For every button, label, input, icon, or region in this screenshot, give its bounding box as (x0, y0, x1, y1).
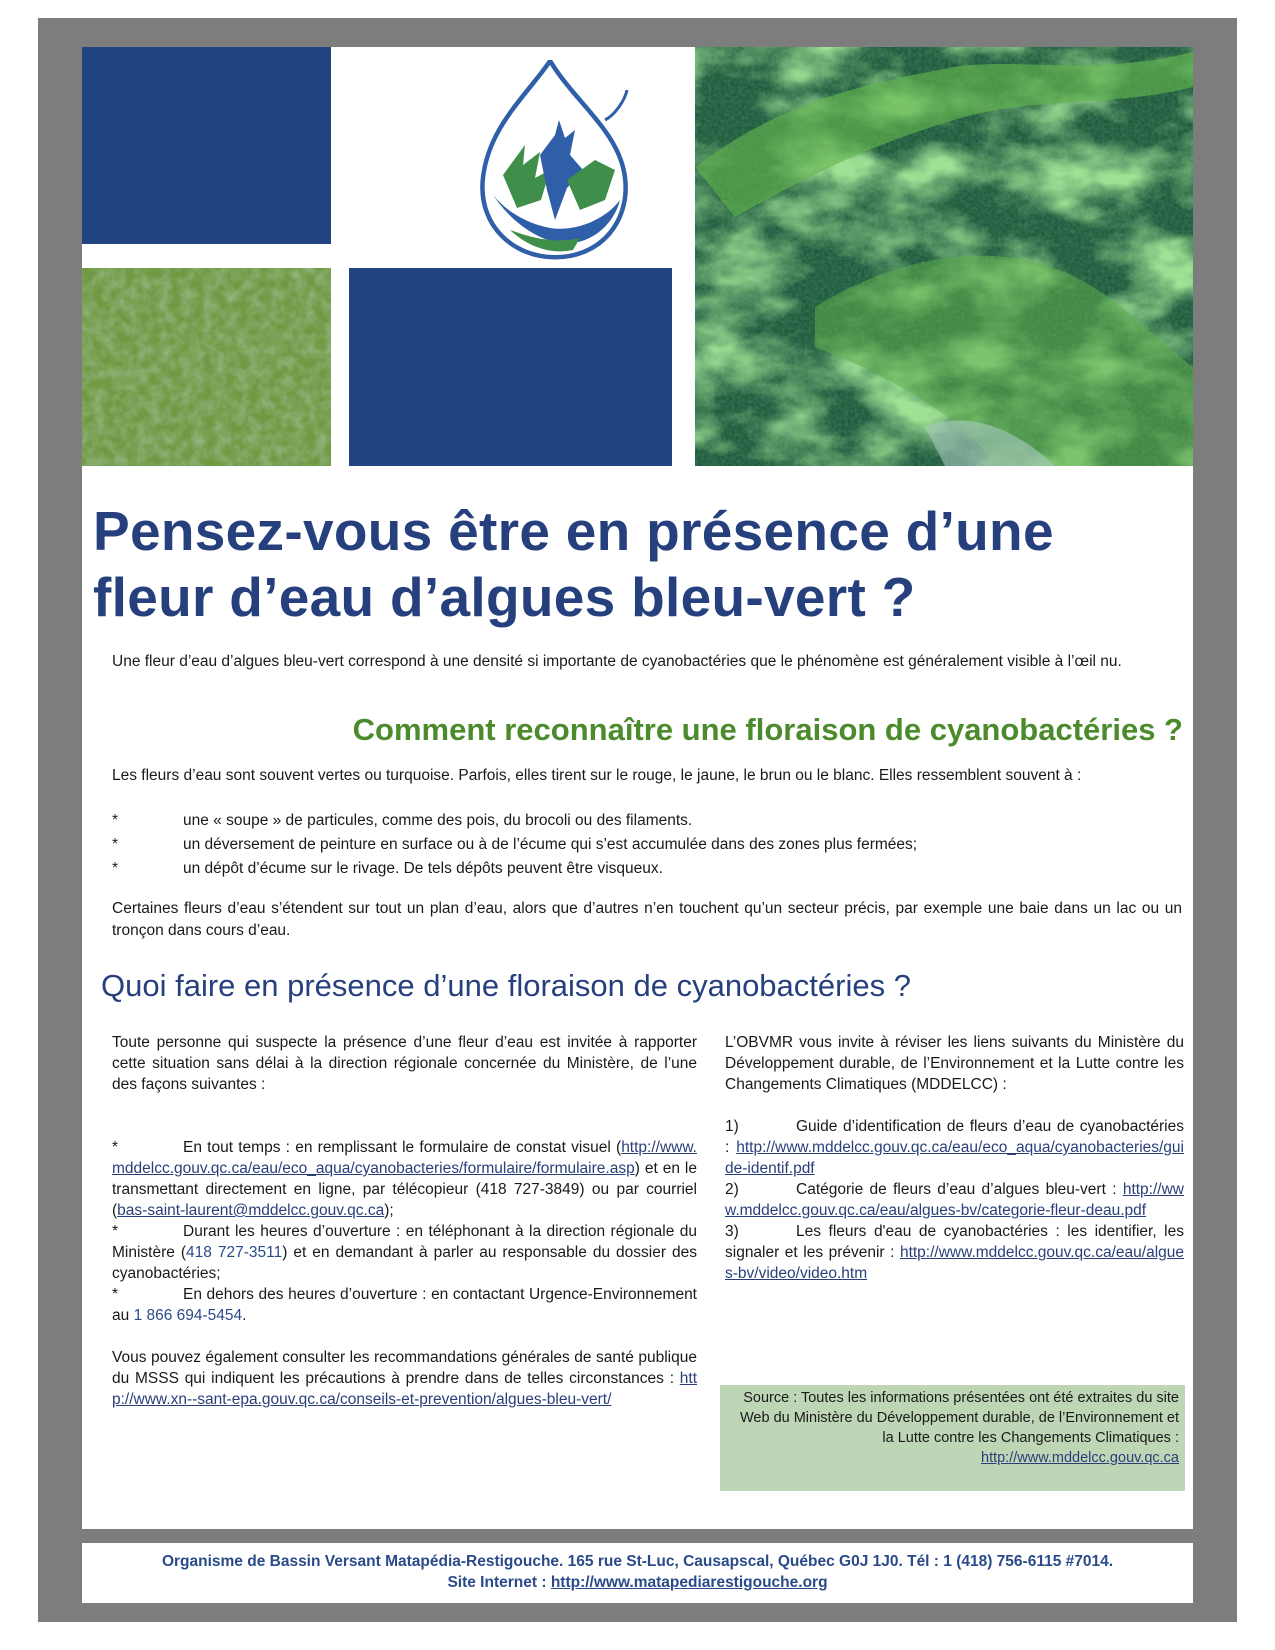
footer-address: Organisme de Bassin Versant Matapédia-Restigouche. 165 rue St-Luc, Causapscal, Québec G0J 1J0. Tél : 1 (418) 756-6115 #7014. (161, 1553, 1114, 1570)
link-item-3: 3) Les fleurs d'eau de cyanobactéries : les identifier, les signaler et les prévenir : http://www.mddelcc.gouv.qc.ca/eau/algues-bv/video/video.htm (725, 1223, 1184, 1282)
extent-paragraph: Certaines fleurs d’eau s’étendent sur tout un plan d’eau, alors que d’autres n’en touchent qu’un secteur précis, par exemple une baie dans un lac ou un tronçon dans cours d’eau. (112, 900, 1182, 939)
right-column (725, 1032, 1184, 1284)
bullet-marker: * (112, 812, 119, 829)
list-item (112, 809, 1182, 833)
form-link[interactable]: http://www.mddelcc.gouv.qc.ca/eau/eco_aqua/cyanobacteries/formulaire/formulaire.asp (112, 1139, 697, 1177)
report-item-2: * Durant les heures d’ouverture : en téléphonant à la direction régionale du Ministère (418 727-3511) et en demandant à parler au responsable du dossier des cyanobactéries; (112, 1223, 697, 1282)
msss-link[interactable]: http://www.xn--sant-epa.gouv.qc.ca/conseils-et-prevention/algues-bleu-vert/ (112, 1370, 697, 1408)
report-intro: Toute personne qui suspecte la présence d’une fleur d’eau est invitée à rapporter cette situation sans délai à la direction régionale concernée du Ministère, de l’une des façons suivantes : (112, 1034, 697, 1093)
category-link[interactable]: http://www.mddelcc.gouv.qc.ca/eau/algues-bv/categorie-fleur-deau.pdf (725, 1181, 1184, 1219)
bullet-text: un dépôt d’écume sur le rivage. De tels dépôts peuvent être visqueux. (183, 860, 663, 877)
bullet-marker: * (112, 836, 119, 853)
website-link[interactable]: http://www.matapediarestigouche.org (550, 1574, 828, 1591)
footer-website: Site Internet : http://www.matapediarestigouche.org (447, 1574, 828, 1591)
algae-texture-photo (82, 268, 331, 466)
intro-paragraph: Une fleur d’eau d’algues bleu-vert correspond à une densité si importante de cyanobactéries que le phénomène est généralement visible à l’œil nu. (112, 653, 1122, 670)
bullet-marker: * (112, 1223, 119, 1240)
bullet-marker: * (112, 1286, 119, 1303)
section-heading-what-to-do: Quoi faire en présence d’une floraison de cyanobactéries ? (101, 968, 911, 1003)
bullet-text: un déversement de peinture en surface ou à de l’écume qui s’est accumulée dans des zones plus fermées; (183, 836, 918, 853)
page-title (93, 498, 1193, 630)
title-line-2: fleur d’eau d’algues bleu-vert ? (93, 566, 916, 628)
bullet-marker: * (112, 860, 119, 877)
navy-block-center (349, 268, 672, 466)
recognize-bullet-list (112, 809, 1182, 881)
report-item-1: * En tout temps : en remplissant le formulaire de constat visuel (http://www.mddelcc.gouv.qc.ca/eau/eco_aqua/cyanobacteries/formulaire/formulaire.asp) et en le transmettant directement en ligne, par télécopieur (418 727-3849) ou par courriel (bas-saint-laurent@mddelcc.gouv.qc.ca); (112, 1139, 697, 1219)
report-item-3: * En dehors des heures d’ouverture : en contactant Urgence-Environnement au 1 866 694-5454. (112, 1286, 697, 1324)
bullet-text: une « soupe » de particules, comme des pois, du brocoli ou des filaments. (183, 812, 693, 829)
obvmr-logo-icon (455, 60, 655, 265)
emergency-phone[interactable]: 1 866 694-5454 (133, 1307, 243, 1324)
source-text: Source : Toutes les informations présentées ont été extraites du site Web du Ministère du Développement durable, de l’Environnement et la Lutte contre les Changements Climatiques : (739, 1390, 1179, 1446)
list-item (112, 857, 1182, 881)
footer (82, 1543, 1193, 1603)
guide-link[interactable]: http://www.mddelcc.gouv.qc.ca/eau/eco_aqua/cyanobacteries/guide-identif.pdf (725, 1139, 1184, 1177)
link-item-1: 1) Guide d’identification de fleurs d’eau de cyanobactéries : http://www.mddelcc.gouv.qc.ca/eau/eco_aqua/cyanobacteries/guide-identif.pdf (725, 1118, 1184, 1177)
left-column (112, 1032, 697, 1410)
links-intro: L’OBVMR vous invite à réviser les liens suivants du Ministère du Développement durable, de l’Environnement et la Lutte contre les Changements Climatiques (MDDELCC) : (725, 1034, 1184, 1093)
bullet-marker: * (112, 1139, 119, 1156)
email-link[interactable]: bas-saint-laurent@mddelcc.gouv.qc.ca (117, 1202, 385, 1219)
list-item (112, 833, 1182, 857)
source-link[interactable]: http://www.mddelcc.gouv.qc.ca (981, 1450, 1179, 1466)
regional-phone[interactable]: 418 727-3511 (186, 1244, 283, 1261)
msss-paragraph: Vous pouvez également consulter les recommandations générales de santé publique du MSSS qui indiquent les précautions à prendre dans de telles circonstances : http://www.xn--sant-epa.gouv.qc.ca/conseils-et-prevention/algues-bleu-vert/ (112, 1349, 697, 1408)
link-item-2: 2) Catégorie de fleurs d’eau d’algues bleu-vert : http://www.mddelcc.gouv.qc.ca/eau/algues-bv/categorie-fleur-deau.pdf (725, 1181, 1184, 1219)
section-heading-recognize: Comment reconnaître une floraison de cyanobactéries ? (352, 712, 1183, 747)
title-line-1: Pensez-vous être en présence d’une (93, 500, 1054, 562)
source-box (720, 1385, 1185, 1491)
video-link[interactable]: http://www.mddelcc.gouv.qc.ca/eau/algues-bv/video/video.htm (725, 1244, 1184, 1282)
recognize-paragraph: Les fleurs d’eau sont souvent vertes ou turquoise. Parfois, elles tirent sur le rouge, le jaune, le brun ou le blanc. Elles ressemblent souvent à : (112, 767, 1082, 784)
navy-block-top-left (82, 47, 331, 244)
algae-bloom-aerial-photo (695, 47, 1193, 466)
